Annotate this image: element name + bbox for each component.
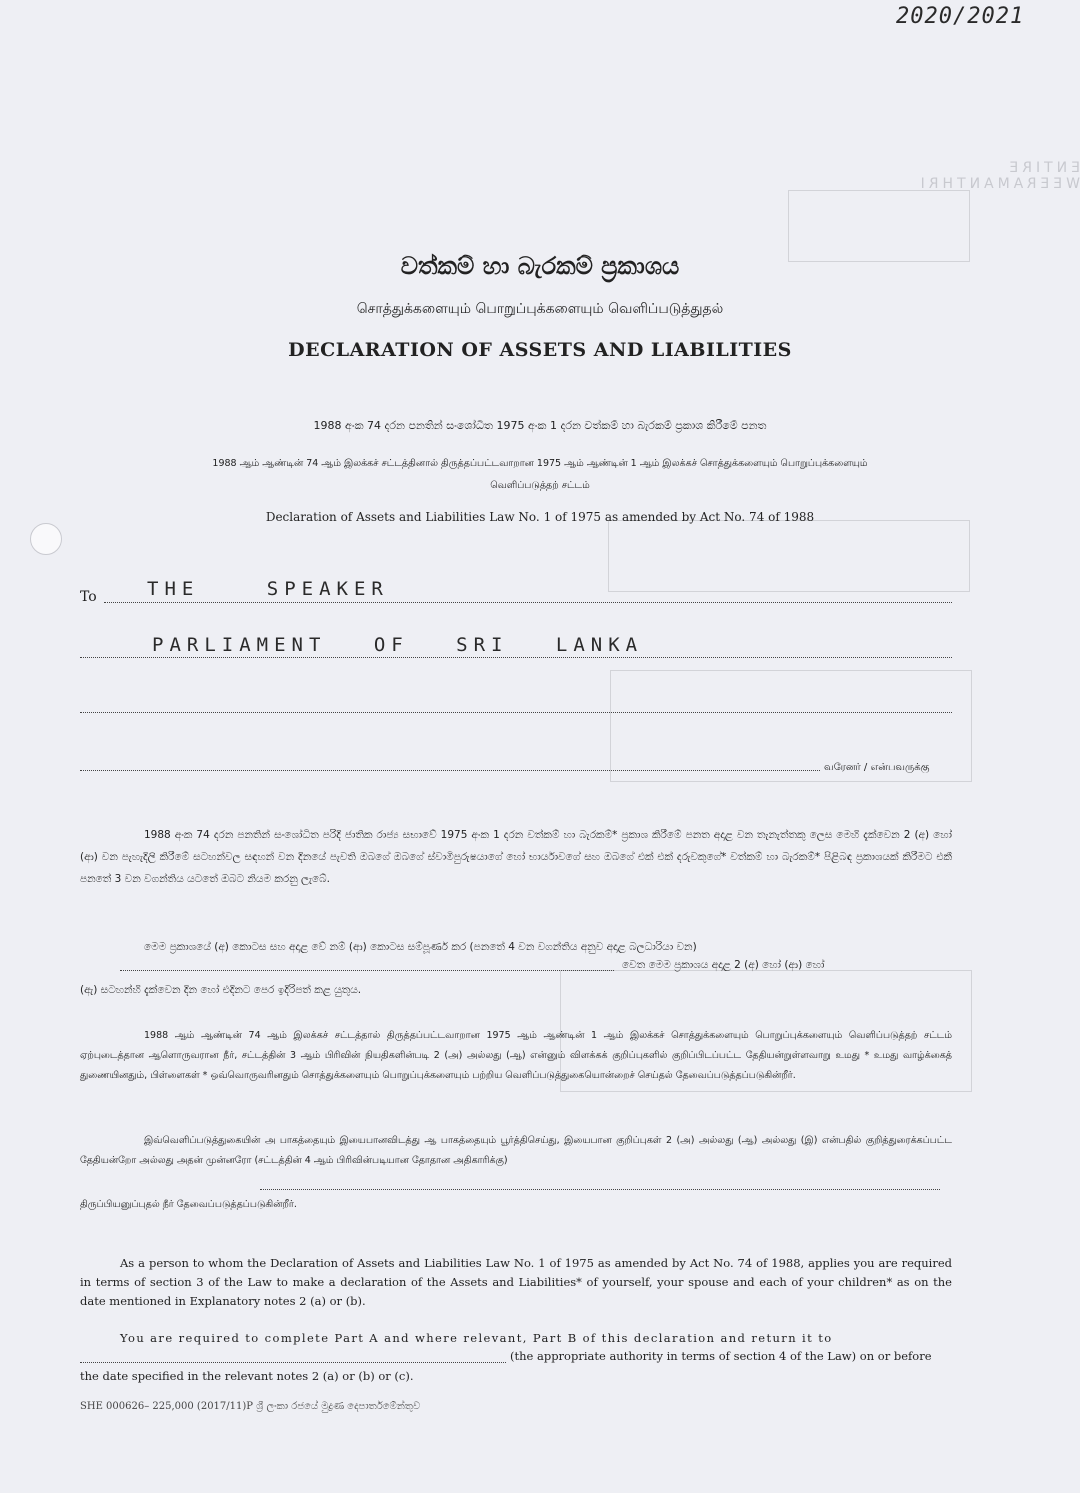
law-reference-tamil-line1: 1988 ஆம் ஆண்டின் 74 ஆம் இலக்கச் சட்டத்தினால் திருத்தப்பட்டவாறான 1975 ஆம் ஆண்டின் 1 ஆம் இலக்கச் சொத்துக்களையும் பொறுப்புக்களையும்: [212, 458, 868, 469]
title-english: DECLARATION OF ASSETS AND LIABILITIES: [288, 339, 792, 361]
paragraph-sinhala-1: 1988 අංක 74 දරන පනතින් සංශෝධිත පරිදි ජාතික රාජ්‍ය සභාවේ 1975 අංක 1 දරන වත්කම් හා බැරකම්* ප්‍රකාශ කිරීමේ පනත අදාළ වන තැනැත්තකු ලෙස මෙහි දැක්වෙන 2 (අ) හෝ (ආ) වන පැහැදිලි කිරීමේ සටහන්වල සඳහන් වන දිනයේ පැවති ඔබගේ ඔබගේ ස්වාමිපුරුෂයාගේ හෝ භාර්යාවගේ සහ ඔබගේ එක් එක් දරුවකුගේ* වත්කම් හා බැරකම්* පිළිබඳ ප්‍රකාශයක් කිරීමට එකී පනතේ 3 වන වගන්තිය යටතේ ඔබට නියම කරනු ලැබේ.: [80, 829, 952, 885]
title-tamil: சொத்துக்களையும் பொறுப்புக்களையும் வெளிப்படுத்துதல்: [356, 301, 724, 317]
year-note: 2020/2021: [896, 4, 1025, 29]
law-reference-sinhala: 1988 අංක 74 දරන පනතින් සංශෝධිත 1975 අංක 1 දරන වත්කම් හා බැරකම් ප්‍රකාශ කිරීමේ පනත: [313, 419, 767, 432]
authority-fill-line-english[interactable]: [80, 1362, 506, 1363]
paragraph-sinhala-2c: (ඇ) සටහන්හි දැක්වෙන දින හෝ එදිනට පෙර ඉදිරිපත් කළ යුතුය.: [80, 984, 362, 996]
to-label: To: [80, 589, 97, 605]
authority-fill-line-sinhala[interactable]: [120, 970, 614, 971]
paragraph-english-2c: the date specified in the relevant notes 2 (a) or (b) or (c).: [80, 1369, 414, 1383]
address-line-1: [104, 602, 952, 603]
show-through-box: [608, 520, 970, 592]
paragraph-english-2a: You are required to complete Part A and where relevant, Part B of this declaration and return it to: [120, 1331, 833, 1345]
law-reference-tamil-line2: வெளிப்படுத்தற் சட்டம்: [490, 480, 590, 491]
address-line-2: [80, 657, 952, 658]
addressee-tamil-suffix: வரேனர் / என்பவருக்கு: [824, 762, 930, 773]
show-through-text: ENTIRE WEERAMANTHRI: [916, 160, 1080, 192]
address-line-4: [80, 770, 820, 771]
paragraph-sinhala-2b: වෙත මෙම ප්‍රකාශය අදාළ 2 (අ) හෝ (ආ) හෝ: [622, 959, 825, 971]
punch-hole: [30, 523, 62, 555]
paragraph-sinhala-2a: මෙම ප්‍රකාශයේ (අ) කොටස සහ අදාළ වේ නම් (ආ) කොටස සම්පූර්ණ කර (පනතේ 4 වන වගන්තිය අනුව අදාළ බලධාරියා වන): [144, 941, 697, 953]
title-sinhala: වත්කම් හා බැරකම් ප්‍රකාශය: [400, 252, 680, 280]
authority-fill-line-tamil[interactable]: [260, 1189, 940, 1190]
printer-imprint: SHE 000626– 225,000 (2017/11)P ශ්‍රී ලංකා රජයේ මුද්‍රණ දෙපාර්තමේන්තුව: [80, 1401, 421, 1412]
law-reference-english: Declaration of Assets and Liabilities Law No. 1 of 1975 as amended by Act No. 74 of 1988: [265, 510, 815, 524]
address-line-3: [80, 712, 952, 713]
paragraph-english-2b: (the appropriate authority in terms of section 4 of the Law) on or before: [510, 1349, 932, 1363]
paragraph-english-1: As a person to whom the Declaration of Assets and Liabilities Law No. 1 of 1975 as amended by Act No. 74 of 1988, applies you are required in terms of section 3 of the Law to make a declaration of the Assets and Liabilities* of yourself, your spouse and each of your children* as on the date mentioned in Explanatory notes 2 (a) or (b).: [80, 1256, 952, 1308]
addressee-line1[interactable]: THE SPEAKER: [147, 578, 389, 600]
addressee-line2[interactable]: PARLIAMENT OF SRI LANKA: [152, 634, 644, 656]
paragraph-tamil-1: 1988 ஆம் ஆண்டின் 74 ஆம் இலக்கச் சட்டத்தால் திருத்தப்பட்டவாறான 1975 ஆம் ஆண்டின் 1 ஆம் இலக்கச் சொத்துக்களையும் பொறுப்புக்களையும் வெளிப்படுத்தற் சட்டம் ஏற்புடைத்தான ஆளொருவரான நீர், சட்டத்தின் 3 ஆம் பிரிவின் நியதிகளின்படி 2 (அ) அல்லது (ஆ) என்னும் விளக்கக் குறிப்புகளில் குறிப்பிடப்பட்ட தேதியன்றுள்ளவாறு உமது * உமது வாழ்க்கைத் துணையினதும், பிள்ளைகள் * ஒவ்வொருவரினதும் சொத்துக்களையும் பொறுப்புக்களையும் பற்றிய வெளிப்படுத்துகையொன்றைச் செய்தல் தேவைப்படுத்தப்படுகின்றீர்.: [80, 1030, 952, 1081]
paragraph-tamil-2a: இவ்வெளிப்படுத்துகையின் அ பாகத்தையும் இயைபானவிடத்து ஆ பாகத்தையும் பூர்த்திசெய்து, இயைபான குறிப்புகள் 2 (அ) அல்லது (ஆ) அல்லது (இ) என்பதில் குறித்துரைக்கப்பட்ட தேதியன்றோ அல்லது அதன் முன்னரோ (சட்டத்தின் 4 ஆம் பிரிவின்படியான தோதான அதிகாரிக்கு): [80, 1135, 952, 1166]
paragraph-tamil-2b: திருப்பியனுப்புதல் நீர் தேவைப்படுத்தப்படுகின்றீர்.: [80, 1199, 297, 1210]
